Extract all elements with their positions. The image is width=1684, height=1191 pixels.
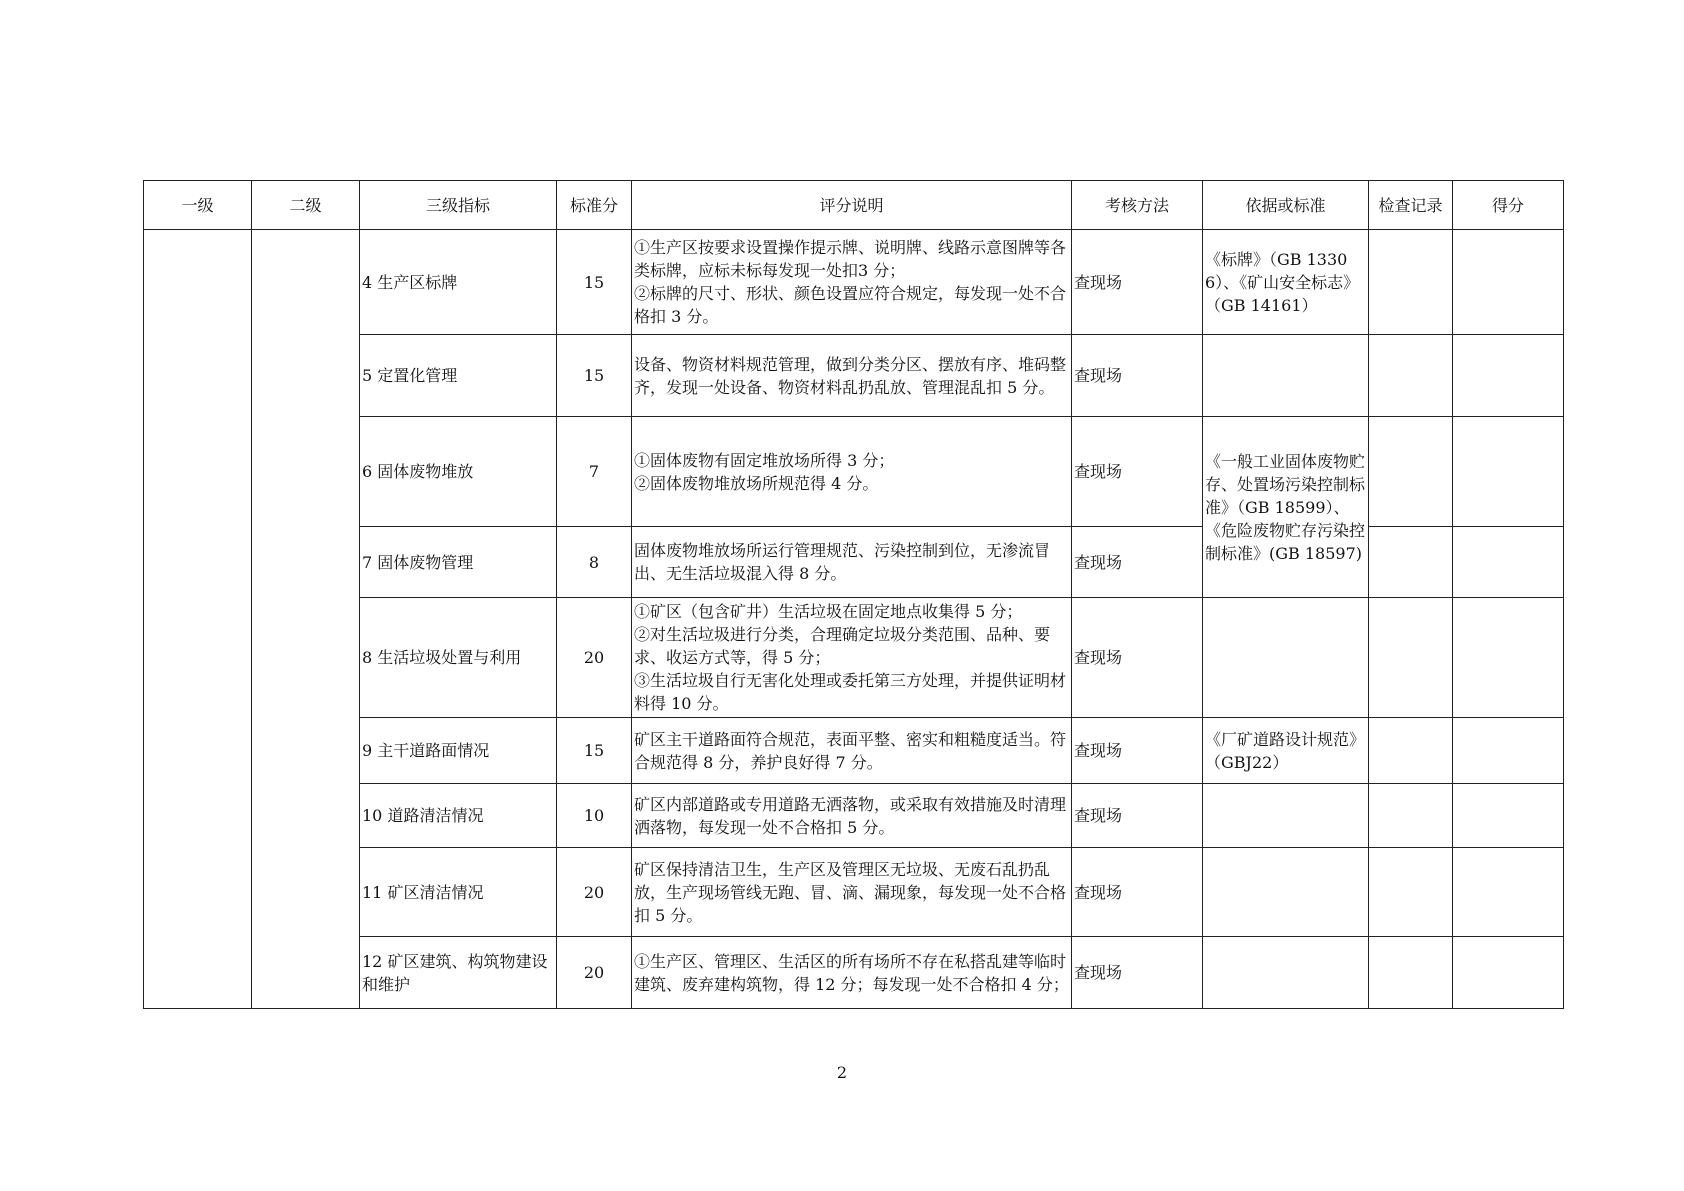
indicator-cell: 4 生产区标牌 — [360, 230, 557, 335]
description-line: 设备、物资材料规范管理，做到分类分区、摆放有序、堆码整齐，发现一处设备、物资材料乱扔乱放、管理混乱扣 5 分。 — [634, 354, 1067, 397]
level-2-cell — [252, 230, 360, 1009]
description-cell — [632, 417, 1072, 527]
inspection-record-cell[interactable] — [1369, 417, 1453, 527]
header-level-2: 二级 — [252, 181, 360, 230]
description-line: ①固体废物有固定堆放场所得 3 分； — [634, 450, 895, 470]
inspection-record-cell[interactable] — [1369, 335, 1453, 417]
description-cell — [632, 848, 1072, 937]
indicator-cell: 10 道路清洁情况 — [360, 784, 557, 848]
description-cell — [632, 937, 1072, 1009]
description-cell — [632, 527, 1072, 598]
inspection-record-cell[interactable] — [1369, 718, 1453, 784]
method-cell: 查现场 — [1072, 784, 1203, 848]
standard-score-cell: 20 — [557, 848, 632, 937]
page-number: 2 — [836, 1063, 848, 1082]
description-cell — [632, 784, 1072, 848]
description-cell — [632, 718, 1072, 784]
method-cell: 查现场 — [1072, 335, 1203, 417]
description-line: ②标牌的尺寸、形状、颜色设置应符合规定，每发现一处不合格扣 3 分。 — [634, 284, 1067, 326]
score-obtained-cell[interactable] — [1453, 335, 1564, 417]
inspection-record-cell[interactable] — [1369, 598, 1453, 718]
header-basis-or-standard: 依据或标准 — [1203, 181, 1369, 230]
indicator-cell: 12 矿区建筑、构筑物建设和维护 — [360, 937, 557, 1009]
basis-cell — [1203, 937, 1369, 1009]
header-standard-score: 标准分 — [557, 181, 632, 230]
basis-cell — [1203, 335, 1369, 417]
description-line: ③生活垃圾自行无害化处理或委托第三方处理，并提供证明材料得 10 分。 — [634, 671, 1067, 713]
inspection-record-cell[interactable] — [1369, 937, 1453, 1009]
basis-cell — [1203, 848, 1369, 937]
inspection-record-cell[interactable] — [1369, 784, 1453, 848]
method-cell: 查现场 — [1072, 527, 1203, 598]
header-score-obtained: 得分 — [1453, 181, 1564, 230]
description-line: 矿区保持清洁卫生，生产区及管理区无垃圾、无废石乱扔乱放，生产现场管线无跑、冒、滴、漏现象，每发现一处不合格扣 5 分。 — [634, 859, 1067, 925]
method-cell: 查现场 — [1072, 230, 1203, 335]
indicator-cell: 6 固体废物堆放 — [360, 417, 557, 527]
basis-cell — [1203, 784, 1369, 848]
basis-cell: 《标牌》（GB 13306）、《矿山安全标志》（GB 14161） — [1203, 230, 1369, 335]
description-line: 固体废物堆放场所运行管理规范、污染控制到位，无渗流冒出、无生活垃圾混入得 8 分。 — [634, 541, 1051, 583]
score-obtained-cell[interactable] — [1453, 937, 1564, 1009]
inspection-record-cell[interactable] — [1369, 230, 1453, 335]
method-cell: 查现场 — [1072, 718, 1203, 784]
description-line: 矿区主干道路面符合规范，表面平整、密实和粗糙度适当。符合规范得 8 分，养护良好得 7 分。 — [634, 729, 1067, 772]
header-inspection-record: 检查记录 — [1369, 181, 1453, 230]
method-cell: 查现场 — [1072, 598, 1203, 718]
description-line: ①矿区（包含矿井）生活垃圾在固定地点收集得 5 分； — [634, 602, 1023, 621]
standard-score-cell: 20 — [557, 598, 632, 718]
description-cell — [632, 335, 1072, 417]
standard-score-cell: 20 — [557, 937, 632, 1009]
header-assessment-method: 考核方法 — [1072, 181, 1203, 230]
score-obtained-cell[interactable] — [1453, 848, 1564, 937]
header-level-3-indicator: 三级指标 — [360, 181, 557, 230]
score-obtained-cell[interactable] — [1453, 527, 1564, 598]
score-obtained-cell[interactable] — [1453, 718, 1564, 784]
description-line: 矿区内部道路或专用道路无洒落物，或采取有效措施及时清理洒落物，每发现一处不合格扣 5 分。 — [634, 794, 1067, 837]
table-header-row — [144, 181, 1564, 230]
description-line: ①生产区按要求设置操作提示牌、说明牌、线路示意图牌等各类标牌，应标未标每发现一处扣3 分； — [634, 238, 1067, 280]
indicator-cell: 7 固体废物管理 — [360, 527, 557, 598]
method-cell: 查现场 — [1072, 848, 1203, 937]
inspection-record-cell[interactable] — [1369, 527, 1453, 598]
method-cell: 查现场 — [1072, 937, 1203, 1009]
header-scoring-description: 评分说明 — [632, 181, 1072, 230]
score-obtained-cell[interactable] — [1453, 784, 1564, 848]
level-1-cell — [144, 230, 252, 1009]
standard-score-cell: 15 — [557, 718, 632, 784]
standard-score-cell: 10 — [557, 784, 632, 848]
description-line: ②固体废物堆放场所规范得 4 分。 — [634, 473, 879, 493]
standard-score-cell: 8 — [557, 527, 632, 598]
standard-score-cell: 7 — [557, 417, 632, 527]
score-obtained-cell[interactable] — [1453, 417, 1564, 527]
description-line: ①生产区、管理区、生活区的所有场所不存在私搭乱建等临时建筑、废弃建构筑物，得 12 分；每发现一处不合格扣 4 分； — [634, 951, 1069, 994]
inspection-record-cell[interactable] — [1369, 848, 1453, 937]
indicator-cell: 11 矿区清洁情况 — [360, 848, 557, 937]
description-cell — [632, 230, 1072, 335]
description-line: ②对生活垃圾进行分类，合理确定垃圾分类范围、品种、要求、收运方式等，得 5 分； — [634, 625, 1051, 667]
method-cell: 查现场 — [1072, 417, 1203, 527]
indicator-cell: 8 生活垃圾处置与利用 — [360, 598, 557, 718]
table-row — [144, 230, 1564, 335]
description-cell — [632, 598, 1072, 718]
score-obtained-cell[interactable] — [1453, 598, 1564, 718]
basis-cell — [1203, 598, 1369, 718]
basis-cell: 《一般工业固体废物贮存、处置场污染控制标准》（GB 18599）、《危险废物贮存污染控制标准》(GB 18597) — [1203, 417, 1369, 598]
score-obtained-cell[interactable] — [1453, 230, 1564, 335]
header-level-1: 一级 — [144, 181, 252, 230]
standard-score-cell: 15 — [557, 335, 632, 417]
indicator-cell: 9 主干道路面情况 — [360, 718, 557, 784]
basis-cell: 《厂矿道路设计规范》（GBJ22） — [1203, 718, 1369, 784]
scoring-table — [143, 180, 1564, 1009]
standard-score-cell: 15 — [557, 230, 632, 335]
indicator-cell: 5 定置化管理 — [360, 335, 557, 417]
